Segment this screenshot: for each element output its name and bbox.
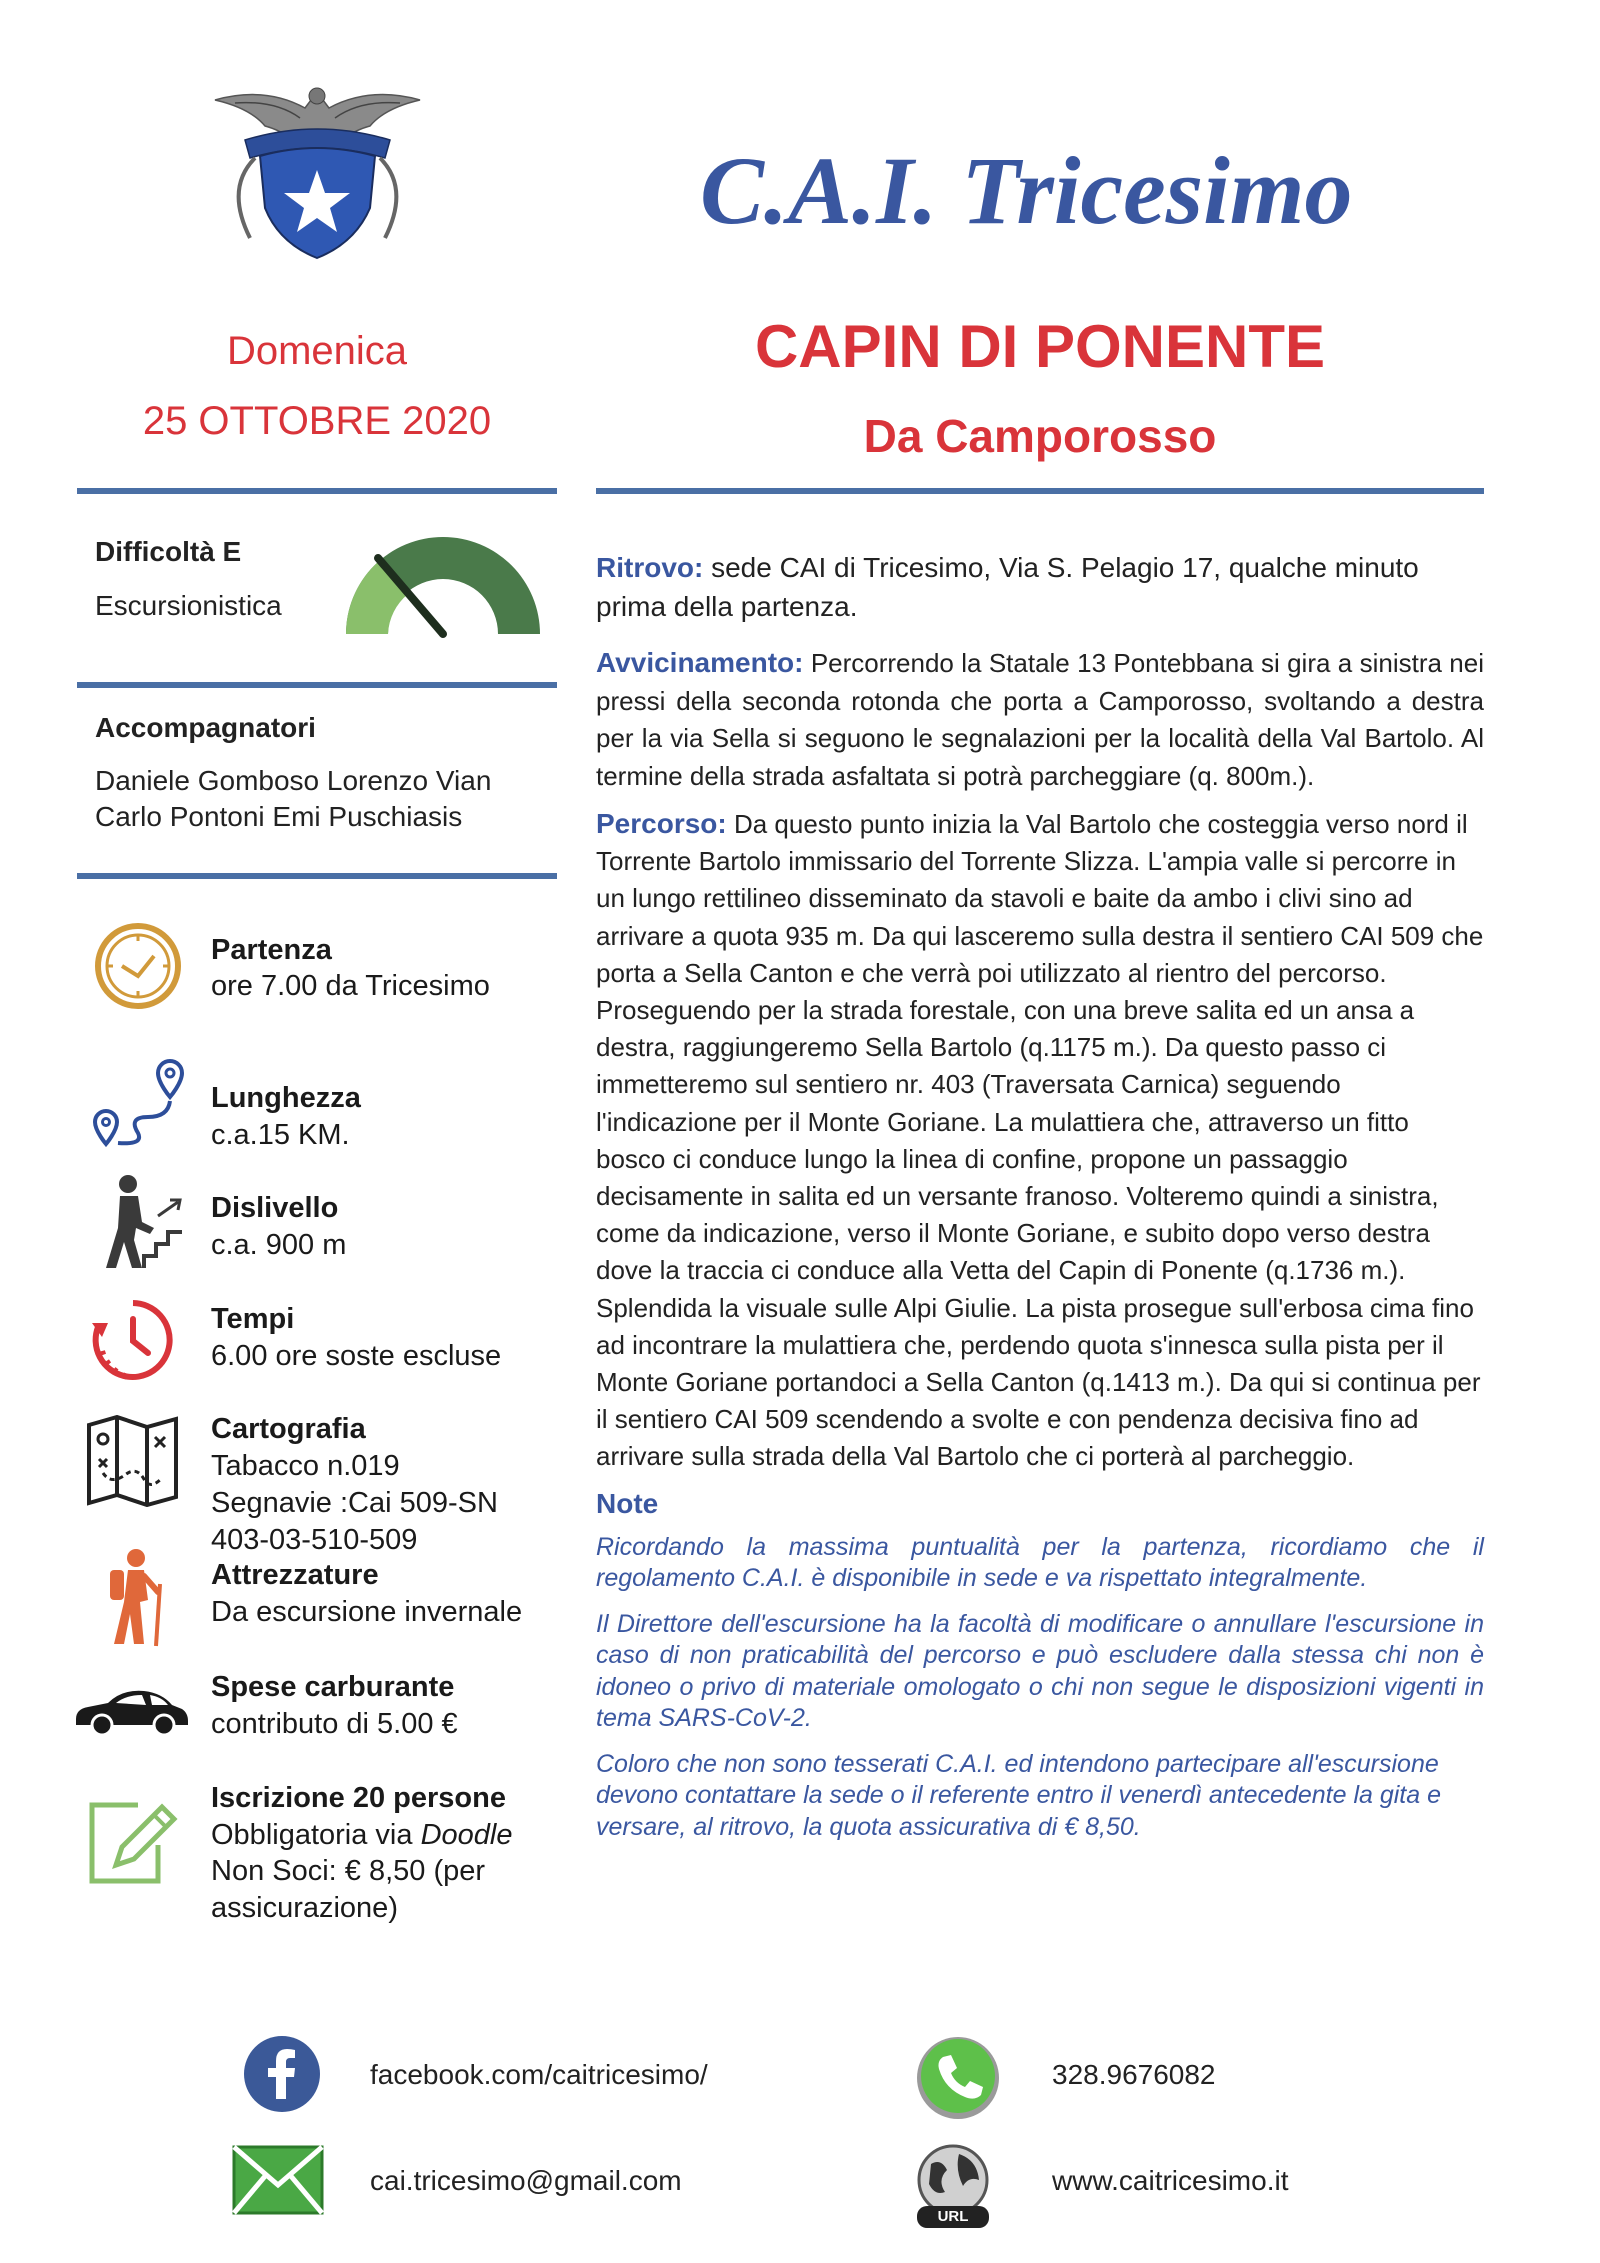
divider [77,873,557,879]
spese-title: Spese carburante [211,1671,455,1703]
website-link[interactable]: www.caitricesimo.it [1052,2165,1289,2196]
hiker-icon [100,1548,172,1648]
guides-title: Accompagnatori [95,712,316,743]
cartografia-line: Segnavie :Cai 509-SN [211,1487,498,1519]
edit-form-icon [88,1795,180,1887]
gauge-icon [338,528,548,640]
percorso-paragraph [596,805,1484,1476]
facebook-icon[interactable] [243,2035,321,2113]
guides-line: Carlo Pontoni Emi Puschiasis [95,801,463,832]
email-icon[interactable] [232,2145,324,2215]
avvicinamento-paragraph [596,644,1484,795]
ritrovo-text: sede CAI di Tricesimo, Via S. Pelagio 17, qualche minuto prima della partenza. [596,552,1419,622]
note-paragraph: Ricordando la massima puntualità per la partenza, ricordiamo che il regolamento C.A.I. è disponibile in sede e va rispettato integralmente. [596,1532,1484,1593]
divider [77,488,557,494]
event-date: 25 OTTOBRE 2020 [142,399,492,443]
guides-line: Daniele Gomboso Lorenzo Vian [95,765,492,796]
ritrovo-label: Ritrovo: [596,552,704,583]
event-weekday: Domenica [226,329,408,373]
avvicinamento-text: Percorrendo la Statale 13 Pontebbana si gira a sinistra nei pressi della seconda rotonda che porta a Camporosso, svoltando a destra per la via Sella si seguono le segnalazioni per la località della Val Bartolo. Al termine della strada asfaltata si potrà parcheggiare (q. 800m.). [596,648,1484,791]
cai-logo [205,78,430,268]
event-title: CAPIN DI PONENTE [754,313,1326,380]
divider [77,682,557,688]
difficulty-text: Escursionistica [95,590,282,621]
iscrizione-line [211,1817,512,1854]
cartografia-title: Cartografia [211,1413,366,1445]
percorso-label: Percorso: [596,808,727,839]
email-link[interactable]: cai.tricesimo@gmail.com [370,2165,682,2196]
ritrovo-paragraph [596,548,1484,626]
page-title: C.A.I. Tricesimo [700,137,1353,244]
divider [596,488,1484,494]
phone-number[interactable]: 328.9676082 [1052,2059,1216,2090]
hiker-stairs-icon [98,1172,186,1272]
phone-icon[interactable] [915,2035,1001,2121]
percorso-text: Da questo punto inizia la Val Bartolo che costeggia verso nord il Torrente Bartolo immissario del Torrente Slizza. L'ampia valle si percorre in un lungo rettilineo disseminato da stavoli e baite da ambo i clivi sino ad arrivare a quota 935 m. Da qui lasceremo sulla destra il sentiero CAI 509 che porta a Sella Canton e che verrà poi utilizzato al rientro del percorso. Proseguendo per la strada forestale, con una breve salita ed un ansa a destra, raggiungeremo Sella Bartolo (q.1175 m.). Da questo passo ci immetteremo sul sentiero nr. 403 (Traversata Carnica) seguendo l'indicazione per il Monte Goriane. La mulattiera che, attraverso un fitto bosco ci conduce lungo la linea di confine, propone un passaggio decisamente in salita ed un versante franoso. Volteremo quindi a sinistra, come da indicazione, verso il Monte Goriane, e subito dopo verso destra dove la traccia ci conduce alla Vetta del Capin di Ponente (q.1736 m.). Splendida la visuale sulle Alpi Giulie. La pista prosegue sull'erbosa cima fino ad incontrare la mulattiera che, perdendo quota s'innesca sulla pista per il Monte Goriane portandoci a Sella Canton (q.1413 m.). Da qui si continua per il sentiero CAI 509 scendendo a svolte e con pendenza decisiva fino ad arrivare sulla strada della Val Bartolo che ci porterà al parcheggio. [596,809,1484,1472]
car-icon [72,1683,190,1739]
lunghezza-text: c.a.15 KM. [211,1119,350,1151]
dislivello-title: Dislivello [211,1192,339,1224]
dislivello-text: c.a. 900 m [211,1229,347,1261]
difficulty-title: Difficoltà E [95,536,242,567]
note-label: Note [596,1487,659,1519]
avvicinamento-label: Avvicinamento: [596,647,804,678]
iscrizione-line: Non Soci: € 8,50 (per [211,1855,486,1887]
tempi-text: 6.00 ore soste escluse [211,1340,502,1372]
cartografia-line: 403-03-510-509 [211,1524,418,1556]
spese-text: contributo di 5.00 € [211,1708,458,1740]
map-icon [85,1415,180,1507]
facebook-link[interactable]: facebook.com/caitricesimo/ [370,2059,708,2090]
note-paragraph: Coloro che non sono tesserati C.A.I. ed intendono partecipare all'escursione devono contattare la sede o il referente entro il venerdì antecedente la gita e versare, al ritrovo, la quota assicurativa di € 8,50. [596,1749,1442,1841]
route-pin-icon [88,1055,188,1155]
clock-icon [92,920,184,1012]
iscrizione-title: Iscrizione 20 persone [211,1782,506,1814]
globe-url-icon[interactable] [907,2140,999,2232]
event-subtitle: Da Camporosso [863,410,1217,462]
note-paragraph: Il Direttore dell'escursione ha la facoltà di modificare o annullare l'escursione in caso di non praticabilità del percorso e può escludere dalla stessa chi non è idoneo o privo di materiale omologato o chi non segue le disposizioni vigenti in tema SARS-CoV-2. [596,1609,1484,1733]
partenza-text: ore 7.00 da Tricesimo [211,970,490,1002]
cartografia-line: Tabacco n.019 [211,1450,400,1482]
tempi-title: Tempi [211,1303,295,1335]
iscrizione-line: assicurazione) [211,1892,398,1924]
attrezzature-title: Attrezzature [211,1559,379,1591]
attrezzature-text: Da escursione invernale [211,1596,523,1628]
partenza-title: Partenza [211,934,332,966]
lunghezza-title: Lunghezza [211,1082,361,1114]
iscrizione-line-text: Obbligatoria via [211,1819,421,1851]
url-badge: URL [937,2208,969,2225]
timer-icon [88,1295,178,1385]
main-content [596,548,1484,1843]
doodle-text: Doodle [420,1819,513,1851]
